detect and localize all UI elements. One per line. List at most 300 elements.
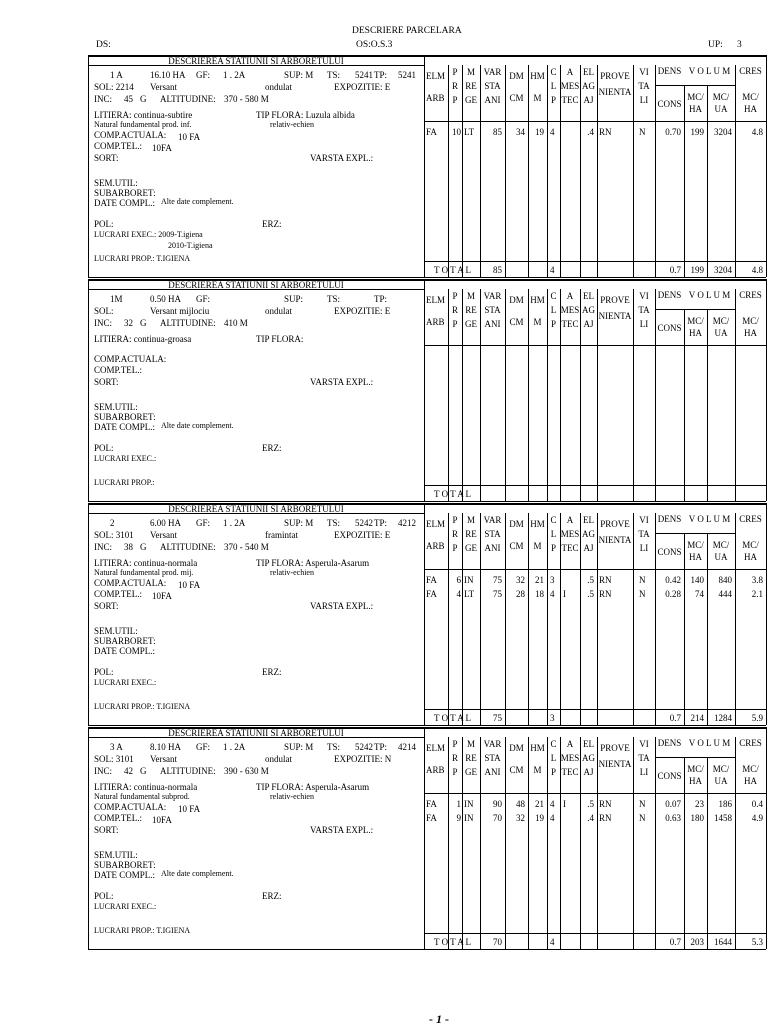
- col-vi: VI: [639, 291, 649, 301]
- subarboret: SUBARBORET:: [94, 412, 156, 422]
- up-label: UP:: [708, 40, 723, 50]
- tip-flora: TIP FLORA: Asperula-Asarum: [256, 782, 370, 792]
- grid-line: [88, 501, 766, 502]
- grid-line: [88, 279, 89, 501]
- ts-label: TS:: [327, 294, 341, 304]
- grid-line: [655, 289, 656, 501]
- sort: SORT:: [94, 153, 119, 163]
- col-prov: PROVE: [600, 743, 630, 753]
- col-cl: L: [550, 81, 557, 91]
- grid-line: [424, 727, 425, 949]
- tip-flora: TIP FLORA: Luzula albida: [256, 110, 355, 120]
- col-m: GE: [465, 95, 477, 105]
- ua-code: 1 A: [110, 70, 123, 80]
- date-compl-value: Alte date complement.: [161, 869, 234, 878]
- grid-line: [424, 261, 766, 262]
- row-m: IN: [464, 813, 474, 823]
- page-number: - 1 -: [429, 1012, 449, 1026]
- ua-code: 3 A: [110, 742, 123, 752]
- gf-label: GF:: [196, 70, 211, 80]
- col-vi: LI: [639, 95, 649, 105]
- col-mc: HA: [689, 328, 702, 338]
- structure: relativ-echien: [270, 568, 314, 577]
- row-vol-ua: 1458: [714, 813, 732, 823]
- row-cres: 4.8: [751, 127, 763, 137]
- subarboret: SUBARBORET:: [94, 188, 156, 198]
- row-vi: N: [639, 799, 646, 809]
- col-cons: CONS: [657, 323, 682, 333]
- gf-label: GF:: [196, 294, 211, 304]
- col-mc: MC/: [742, 316, 759, 326]
- tip-flora: TIP FLORA: Asperula-Asarum: [256, 558, 370, 568]
- col-cl: P: [550, 95, 556, 105]
- row-vi: N: [639, 589, 646, 599]
- col-a: A: [566, 291, 574, 301]
- col-cl: C: [550, 515, 557, 525]
- col-mc: HA: [744, 552, 757, 562]
- row-cres: 4.9: [751, 813, 763, 823]
- grid-line: [424, 709, 766, 710]
- col-a: MES: [560, 753, 580, 763]
- relief-shape: ondulat: [265, 306, 292, 316]
- lucrari-exec-2: 2010-T.igiena: [168, 241, 213, 250]
- col-var: STA: [484, 529, 501, 539]
- col-cons: CONS: [657, 547, 682, 557]
- col-cl: C: [550, 67, 557, 77]
- date-compl-value: Alte date complement.: [161, 197, 234, 206]
- col-dm: CM: [509, 317, 524, 327]
- col-dm: DM: [509, 295, 524, 305]
- sol: SOL: 3101: [94, 530, 134, 540]
- total-label: T O T A L: [434, 713, 472, 723]
- pol: POL:: [94, 443, 114, 453]
- row-dens: 0.70: [665, 127, 681, 137]
- comp-actuala-label: COMP.ACTUALA:: [94, 130, 167, 140]
- col-a: TEC: [561, 95, 579, 105]
- col-el: EL: [583, 515, 594, 525]
- inc-label: INC:: [94, 766, 112, 776]
- total-cres: 5.3: [751, 937, 763, 947]
- row-vi: N: [639, 575, 646, 585]
- lucrari-exec: LUCRARI EXEC.:: [94, 902, 157, 911]
- ds-label: DS:: [96, 40, 111, 50]
- col-el: AG: [582, 305, 595, 315]
- pol: POL:: [94, 667, 114, 677]
- col-vi: LI: [639, 767, 649, 777]
- gf-label: GF:: [196, 742, 211, 752]
- grid-line: [424, 933, 766, 934]
- col-prov: NIENTA: [598, 87, 632, 97]
- grid-line: [656, 757, 736, 758]
- litiera: LITIERA: continua-normala: [94, 782, 198, 792]
- grid-line: [424, 793, 766, 794]
- sem-util: SEM.UTIL:: [94, 402, 138, 412]
- col-m: M: [466, 291, 475, 301]
- row-elm: FA: [426, 127, 437, 137]
- row-cl: 4: [550, 813, 555, 823]
- total-cl: 4: [550, 937, 555, 947]
- row-dens: 0.63: [665, 813, 681, 823]
- grid-line: [88, 727, 89, 949]
- altitude-label: ALTITUDINE:: [160, 542, 216, 552]
- comp-tel-label: COMP.TEL.:: [94, 141, 143, 151]
- col-vi: VI: [639, 515, 649, 525]
- row-cl: 4: [550, 799, 555, 809]
- col-vi: TA: [638, 529, 650, 539]
- col-el: EL: [583, 291, 594, 301]
- col-var: ANI: [484, 319, 501, 329]
- col-arb: ARB: [426, 93, 445, 103]
- varsta-expl: VARSTA EXPL.:: [310, 153, 374, 163]
- total-vol-ha: 199: [690, 265, 704, 275]
- col-hm: M: [533, 317, 542, 327]
- col-a: A: [566, 515, 574, 525]
- varsta-expl: VARSTA EXPL.:: [310, 601, 374, 611]
- col-p: R: [451, 529, 458, 539]
- col-hm: M: [533, 765, 542, 775]
- col-mc: MC/: [687, 540, 704, 550]
- row-vol-ha: 140: [690, 575, 704, 585]
- grid-line: [88, 725, 766, 726]
- tp-value: 4214: [398, 742, 416, 752]
- row-vol-ha: 180: [690, 813, 704, 823]
- col-el: EL: [583, 67, 594, 77]
- comp-actuala-value: 10 FA: [178, 132, 201, 142]
- inc-value: 42: [124, 766, 133, 776]
- grid-line: [766, 503, 767, 725]
- col-dm: DM: [509, 71, 524, 81]
- col-var: VAR: [483, 515, 502, 525]
- sem-util: SEM.UTIL:: [94, 626, 138, 636]
- comp-actuala-label: COMP.ACTUALA:: [94, 354, 167, 364]
- col-prov: NIENTA: [598, 535, 632, 545]
- row-cl: 4: [550, 127, 555, 137]
- col-m: M: [466, 739, 475, 749]
- row-p: 4: [456, 589, 461, 599]
- total-vol-ha: 214: [690, 713, 704, 723]
- row-vi: N: [639, 813, 646, 823]
- col-mc: MC/: [687, 92, 704, 102]
- grid-line: [88, 277, 766, 278]
- grid-line: [656, 309, 736, 310]
- col-dm: CM: [509, 765, 524, 775]
- comp-tel-label: COMP.TEL.:: [94, 589, 143, 599]
- col-var: STA: [484, 81, 501, 91]
- col-mc: MC/: [712, 316, 730, 326]
- relief: Versant: [150, 754, 177, 764]
- grid-line: [766, 279, 767, 501]
- row-cres: 0.4: [751, 799, 763, 809]
- col-m: GE: [465, 543, 477, 553]
- col-var: ANI: [484, 767, 501, 777]
- col-mc: MC/: [742, 540, 759, 550]
- row-a: I: [563, 589, 566, 599]
- sort: SORT:: [94, 825, 119, 835]
- total-dens: 0.7: [669, 265, 681, 275]
- col-m: RE: [465, 753, 477, 763]
- relief-shape: framintat: [265, 530, 298, 540]
- col-p: P: [452, 767, 458, 777]
- litiera: LITIERA: continua-groasa: [94, 334, 192, 344]
- row-hm: 19: [535, 127, 544, 137]
- station-header: DESCRIEREA STATIUNII SI ARBORETULUI: [168, 504, 344, 514]
- col-volum: V O L U M: [688, 514, 731, 524]
- total-dens: 0.7: [669, 937, 681, 947]
- inc-label: INC:: [94, 318, 112, 328]
- expozitie: EXPOZITIE: N: [334, 754, 392, 764]
- date-compl-label: DATE COMPL.:: [94, 646, 156, 656]
- subarboret: SUBARBORET:: [94, 636, 156, 646]
- lucrari-prop: LUCRARI PROP.: T.IGIENA: [94, 254, 191, 263]
- os-label: OS:O.S.3: [356, 40, 393, 50]
- col-a: TEC: [561, 767, 579, 777]
- col-elm: ELM: [426, 71, 445, 81]
- col-cl: P: [550, 543, 556, 553]
- grid-line: [424, 503, 425, 725]
- col-m: M: [466, 515, 475, 525]
- col-mc: MC/: [742, 92, 759, 102]
- total-dens: 0.7: [669, 713, 681, 723]
- col-vi: TA: [638, 753, 650, 763]
- grid-line: [766, 55, 767, 277]
- date-compl-label: DATE COMPL.:: [94, 422, 156, 432]
- row-m: IN: [464, 575, 474, 585]
- col-p: P: [452, 319, 458, 329]
- col-a: MES: [560, 305, 580, 315]
- grid-line: [766, 727, 767, 949]
- date-compl-value: Alte date complement.: [161, 421, 234, 430]
- col-a: MES: [560, 81, 580, 91]
- inc-unit: G: [140, 318, 147, 328]
- col-m: RE: [465, 529, 477, 539]
- row-p: 6: [456, 575, 461, 585]
- row-dens: 0.07: [665, 799, 681, 809]
- col-mc: UA: [714, 328, 728, 338]
- col-vi: VI: [639, 67, 649, 77]
- col-el: AJ: [583, 319, 594, 329]
- col-p: R: [451, 81, 458, 91]
- row-cl: 4: [550, 589, 555, 599]
- grid-line: [656, 85, 736, 86]
- erz: ERZ:: [262, 443, 282, 453]
- row-vol-ha: 23: [695, 799, 704, 809]
- col-vi: TA: [638, 305, 650, 315]
- col-cres: CRES: [739, 290, 762, 300]
- col-cl: C: [550, 291, 557, 301]
- relief-shape: ondulat: [265, 82, 292, 92]
- row-a: I: [563, 799, 566, 809]
- col-p: P: [452, 95, 458, 105]
- natural-type: Natural fundamental subprod.: [94, 792, 190, 801]
- row-dm: 34: [516, 127, 525, 137]
- grid-line: [424, 279, 425, 501]
- row-hm: 19: [535, 813, 544, 823]
- row-el: .4: [587, 127, 594, 137]
- natural-type: Natural fundamental prod. mij.: [94, 568, 194, 577]
- col-a: A: [566, 739, 574, 749]
- col-elm: ELM: [426, 743, 445, 753]
- row-dens: 0.28: [665, 589, 681, 599]
- ua-area: 16.10 HA: [150, 70, 186, 80]
- row-prov: RN: [599, 813, 612, 823]
- sol: SOL: 2214: [94, 82, 134, 92]
- col-dens: DENS: [657, 66, 682, 76]
- varsta-expl: VARSTA EXPL.:: [310, 377, 374, 387]
- grid-line: [424, 121, 766, 122]
- sort: SORT:: [94, 601, 119, 611]
- col-arb: ARB: [426, 765, 445, 775]
- subarboret: SUBARBORET:: [94, 860, 156, 870]
- total-label: T O T A L: [434, 265, 472, 275]
- row-cl: 3: [550, 575, 555, 585]
- row-elm: FA: [426, 813, 437, 823]
- col-el: AG: [582, 753, 595, 763]
- col-cl: C: [550, 739, 557, 749]
- grid-line: [88, 503, 89, 725]
- grid-line: [655, 65, 656, 277]
- row-el: .5: [587, 799, 594, 809]
- col-p: P: [452, 739, 458, 749]
- col-a: MES: [560, 529, 580, 539]
- relief: Versant: [150, 82, 177, 92]
- litiera: LITIERA: continua-normala: [94, 558, 198, 568]
- row-elm: FA: [426, 575, 437, 585]
- sup-label: SUP: M: [284, 518, 314, 528]
- lucrari-prop: LUCRARI PROP.:: [94, 478, 155, 487]
- col-el: AG: [582, 529, 595, 539]
- comp-actuala-label: COMP.ACTUALA:: [94, 578, 167, 588]
- col-var: ANI: [484, 543, 501, 553]
- row-el: .5: [587, 575, 594, 585]
- row-hm: 21: [535, 575, 544, 585]
- total-vol-ua: 1644: [714, 937, 732, 947]
- varsta-expl: VARSTA EXPL.:: [310, 825, 374, 835]
- ts-label: TS:: [327, 518, 341, 528]
- altitude-value: 410 M: [224, 318, 248, 328]
- col-mc: MC/: [712, 92, 730, 102]
- col-mc: UA: [714, 776, 728, 786]
- col-volum: V O L U M: [688, 66, 731, 76]
- grid-line: [424, 345, 766, 346]
- col-cres: CRES: [739, 66, 762, 76]
- col-dens: DENS: [657, 514, 682, 524]
- row-m: IN: [464, 799, 474, 809]
- col-volum: V O L U M: [688, 738, 731, 748]
- pol: POL:: [94, 891, 114, 901]
- col-elm: ELM: [426, 519, 445, 529]
- row-prov: RN: [599, 589, 612, 599]
- inc-value: 45: [124, 94, 133, 104]
- date-compl-label: DATE COMPL.:: [94, 870, 156, 880]
- col-dm: CM: [509, 541, 524, 551]
- grid-line: [655, 737, 656, 949]
- col-mc: HA: [689, 104, 702, 114]
- col-vi: LI: [639, 319, 649, 329]
- col-hm: HM: [530, 71, 545, 81]
- row-prov: RN: [599, 799, 612, 809]
- row-var: 70: [493, 813, 502, 823]
- col-arb: ARB: [426, 541, 445, 551]
- col-arb: ARB: [426, 317, 445, 327]
- col-dm: DM: [509, 519, 524, 529]
- sup-label: SUP: M: [284, 742, 314, 752]
- col-dens: DENS: [657, 738, 682, 748]
- grid-line: [88, 55, 89, 277]
- row-el: .5: [587, 589, 594, 599]
- grid-line: [656, 533, 736, 534]
- col-m: RE: [465, 81, 477, 91]
- col-var: VAR: [483, 739, 502, 749]
- row-hm: 21: [535, 799, 544, 809]
- total-vol-ha: 203: [690, 937, 704, 947]
- ts-value: 5242: [355, 518, 373, 528]
- row-vol-ua: 3204: [714, 127, 732, 137]
- col-el: AJ: [583, 95, 594, 105]
- col-cons: CONS: [657, 771, 682, 781]
- total-label: T O T A L: [434, 489, 472, 499]
- date-compl-label: DATE COMPL.:: [94, 198, 156, 208]
- altitude-label: ALTITUDINE:: [160, 94, 216, 104]
- grid-line: [655, 513, 656, 725]
- lucrari-exec: LUCRARI EXEC.:: [94, 678, 157, 687]
- col-mc: MC/: [712, 540, 730, 550]
- col-m: GE: [465, 319, 477, 329]
- inc-value: 38: [124, 542, 133, 552]
- natural-type: Natural fundamental prod. inf.: [94, 120, 192, 129]
- col-vi: TA: [638, 81, 650, 91]
- row-dm: 48: [516, 799, 525, 809]
- tp-label: TP:: [374, 742, 388, 752]
- col-hm: HM: [530, 519, 545, 529]
- col-mc: UA: [714, 104, 728, 114]
- structure: relativ-echien: [270, 120, 314, 129]
- row-p: 10: [452, 127, 461, 137]
- col-var: ANI: [484, 95, 501, 105]
- col-hm: M: [533, 93, 542, 103]
- lucrari-prop: LUCRARI PROP.: T.IGIENA: [94, 702, 191, 711]
- row-m: LT: [464, 127, 475, 137]
- ts-value: 5242: [355, 742, 373, 752]
- row-vol-ua: 840: [718, 575, 732, 585]
- comp-tel-label: COMP.TEL.:: [94, 813, 143, 823]
- structure: relativ-echien: [270, 792, 314, 801]
- tp-label: TP:: [374, 294, 388, 304]
- comp-actuala-value: 10 FA: [178, 804, 201, 814]
- col-cres: CRES: [739, 738, 762, 748]
- col-mc: MC/: [687, 764, 704, 774]
- col-cres: CRES: [739, 514, 762, 524]
- total-vol-ua: 3204: [714, 265, 732, 275]
- tp-label: TP:: [374, 70, 388, 80]
- col-cl: L: [550, 529, 557, 539]
- row-vol-ha: 74: [695, 589, 704, 599]
- col-p: R: [451, 753, 458, 763]
- grid-line: [88, 949, 766, 950]
- ua-code: 1M: [110, 294, 123, 304]
- col-prov: NIENTA: [598, 759, 632, 769]
- page-title: DESCRIERE PARCELARA: [352, 26, 462, 36]
- total-vol-ua: 1284: [714, 713, 732, 723]
- row-elm: FA: [426, 799, 437, 809]
- col-prov: NIENTA: [598, 311, 632, 321]
- col-el: AJ: [583, 543, 594, 553]
- row-hm: 18: [535, 589, 544, 599]
- row-var: 75: [493, 575, 502, 585]
- total-cl: 4: [550, 265, 555, 275]
- sort: SORT:: [94, 377, 119, 387]
- row-p: 1: [456, 799, 461, 809]
- row-dm: 32: [516, 575, 525, 585]
